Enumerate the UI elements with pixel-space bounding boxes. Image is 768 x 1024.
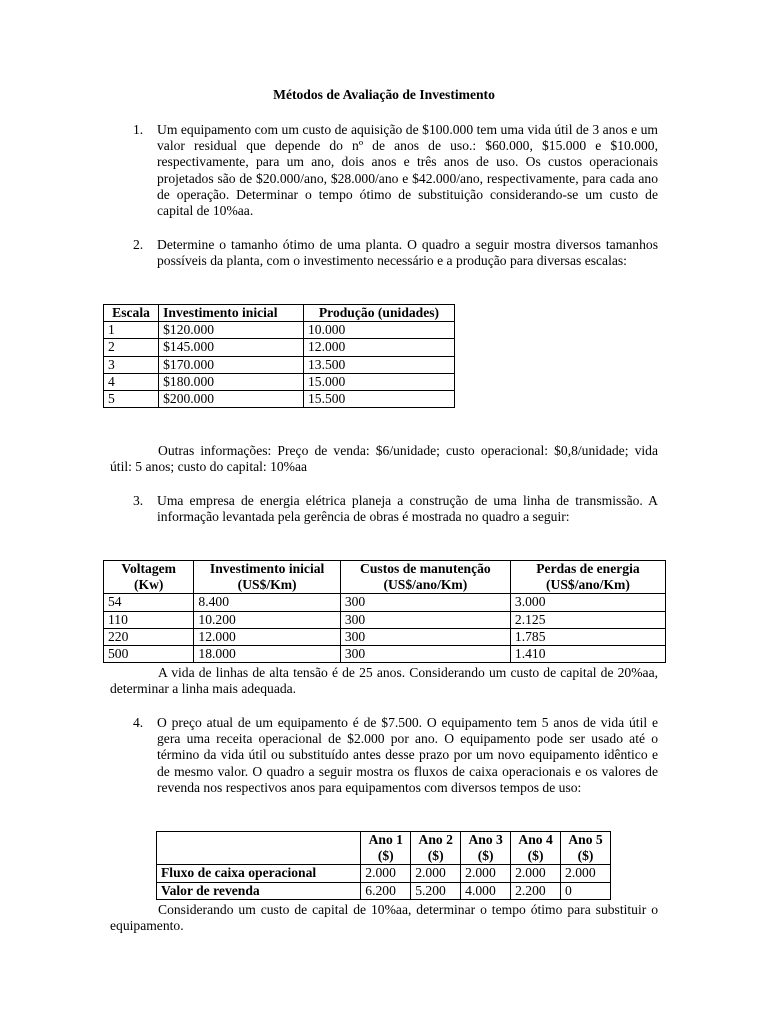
- table-row: [104, 322, 455, 339]
- table-cell: 300: [340, 646, 510, 663]
- table-row: [104, 356, 455, 373]
- table-cell: 2.125: [510, 611, 665, 628]
- table-header: Ano 3 ($): [461, 832, 511, 865]
- table-cell: 12.000: [194, 628, 340, 645]
- table-cell: 500: [104, 646, 194, 663]
- table-cell: 110: [104, 611, 194, 628]
- table-cell: 2.000: [511, 865, 561, 882]
- table-cell: 3: [104, 356, 159, 373]
- info-text: A vida de linhas de alta tensão é de 25 anos. Considerando um custo de capital de 20%aa, determinar a linha mais adequada.: [110, 665, 658, 697]
- table-header-row: [157, 832, 611, 865]
- table-cell: 1: [104, 322, 159, 339]
- table-row: [157, 882, 611, 899]
- question-text: Determine o tamanho ótimo de uma planta. O quadro a seguir mostra diversos tamanhos possíveis da planta, com o investimento necessário e a produção para diversas escalas:: [157, 237, 658, 269]
- table-row: [104, 628, 666, 645]
- table-row: [104, 339, 455, 356]
- table-cell: 12.000: [303, 339, 454, 356]
- question-text: Um equipamento com um custo de aquisição de $100.000 tem uma vida útil de 3 anos e um valor residual que depende do nº de anos de uso.: $60.000, $15.000 e $10.000, respectivamente, para um ano, dois anos e três anos de uso. Os custos operacionais projetados são de $20.000/ano, $28.000/ano e $42.000/ano, respectivamente, para cada ano de operação. Determinar o tempo ótimo de substituição considerando-se um custo de capital de 10%aa.: [157, 122, 658, 219]
- table-cell: 220: [104, 628, 194, 645]
- table-row-label: Valor de revenda: [157, 882, 361, 899]
- table-header: Ano 5 ($): [561, 832, 611, 865]
- table-row: [104, 646, 666, 663]
- table-cell: 15.000: [303, 373, 454, 390]
- table-header: Produção (unidades): [303, 305, 454, 322]
- question-text: O preço atual de um equipamento é de $7.500. O equipamento tem 5 anos de vida útil e gera uma receita operacional de $2.000 por ano. O equipamento pode ser usado até o término da vida útil ou substituído antes desse prazo por um novo equipamento idêntico e de mesmo valor. O quadro a seguir mostra os fluxos de caixa operacionais e os valores de revenda nos respectivos anos para equipamentos com diversos tempos de uso:: [157, 715, 658, 795]
- question-number: 2.: [133, 237, 144, 252]
- table-header: Investimento inicial (US$/Km): [194, 561, 340, 594]
- table-row-label: Fluxo de caixa operacional: [157, 865, 361, 882]
- question-1: [133, 122, 658, 219]
- question-4: [133, 715, 658, 796]
- question-3: [133, 493, 658, 525]
- question-text: Uma empresa de energia elétrica planeja a construção de uma linha de transmissão. A informação levantada pela gerência de obras é mostrada no quadro a seguir:: [157, 493, 658, 525]
- table-row: [104, 594, 666, 611]
- question-2: [133, 237, 658, 269]
- table-cell: 2.000: [361, 865, 411, 882]
- table-header: Ano 2 ($): [411, 832, 461, 865]
- table-row: [104, 391, 455, 408]
- table-cell: 10.000: [303, 322, 454, 339]
- table-header: Escala: [104, 305, 159, 322]
- table-header: Custos de manutenção (US$/ano/Km): [340, 561, 510, 594]
- table-cell: 2.200: [511, 882, 561, 899]
- table-cell: 1.785: [510, 628, 665, 645]
- table-header: [157, 832, 361, 865]
- table-cell: 300: [340, 628, 510, 645]
- table-header: Ano 1 ($): [361, 832, 411, 865]
- table-cell: 2.000: [461, 865, 511, 882]
- table-cell: 300: [340, 611, 510, 628]
- table-cell: $180.000: [159, 373, 304, 390]
- table-cell: 5: [104, 391, 159, 408]
- table-header: Voltagem (Kw): [104, 561, 194, 594]
- table-cell: 2: [104, 339, 159, 356]
- table-header: Ano 4 ($): [511, 832, 561, 865]
- transmission-line-table: [103, 560, 666, 663]
- table-cell: $200.000: [159, 391, 304, 408]
- table-cell: 15.500: [303, 391, 454, 408]
- table-cell: 8.400: [194, 594, 340, 611]
- table-cell: 10.200: [194, 611, 340, 628]
- table-cell: 1.410: [510, 646, 665, 663]
- table-cell: 2.000: [561, 865, 611, 882]
- table-cell: 54: [104, 594, 194, 611]
- table-cell: $145.000: [159, 339, 304, 356]
- table-cell: 300: [340, 594, 510, 611]
- question-number: 1.: [133, 122, 144, 137]
- plant-size-table: [103, 304, 455, 408]
- table-cell: $120.000: [159, 322, 304, 339]
- info-text: Outras informações: Preço de venda: $6/unidade; custo operacional: $0,8/unidade; vida útil: 5 anos; custo do capital: 10%aa: [110, 443, 658, 475]
- table-header-row: [104, 305, 455, 322]
- table-header: Investimento inicial: [159, 305, 304, 322]
- table-row: [104, 373, 455, 390]
- question-2-info: [110, 443, 658, 475]
- table-header-row: [104, 561, 666, 594]
- question-number: 3.: [133, 493, 144, 508]
- table-cell: 0: [561, 882, 611, 899]
- info-text: Considerando um custo de capital de 10%aa, determinar o tempo ótimo para substituir o equipamento.: [110, 902, 658, 934]
- page-title: Métodos de Avaliação de Investimento: [273, 87, 495, 102]
- table-cell: 4.000: [461, 882, 511, 899]
- table-cell: 5.200: [411, 882, 461, 899]
- table-cell: 6.200: [361, 882, 411, 899]
- table-cell: 18.000: [194, 646, 340, 663]
- table-cell: 13.500: [303, 356, 454, 373]
- question-3-info: [110, 665, 658, 697]
- table-cell: $170.000: [159, 356, 304, 373]
- table-header: Perdas de energia (US$/ano/Km): [510, 561, 665, 594]
- table-cell: 2.000: [411, 865, 461, 882]
- question-number: 4.: [133, 715, 144, 730]
- table-cell: 4: [104, 373, 159, 390]
- question-4-info: [110, 902, 658, 934]
- table-row: [104, 611, 666, 628]
- table-row: [157, 865, 611, 882]
- table-cell: 3.000: [510, 594, 665, 611]
- equipment-cashflow-table: [156, 831, 611, 900]
